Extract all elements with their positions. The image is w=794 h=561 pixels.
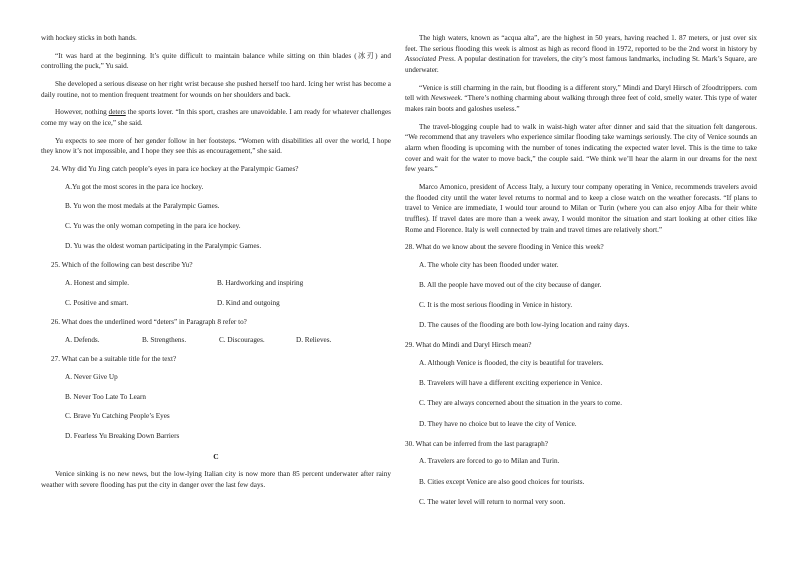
question-27-option-d: D. Fearless Yu Breaking Down Barriers — [65, 432, 180, 441]
question-28-option-b: B. All the people have moved out of the city because of danger. — [419, 280, 602, 289]
question-30-option-a: A. Travelers are forced to go to Milan and Turin. — [419, 457, 560, 466]
right-column — [405, 33, 757, 517]
question-26-option-a: A. Defends. — [65, 335, 100, 344]
text-run: the sports lover. “In this sport, crashes are unavoidable. I am ready for whatever challenges come my way on the ice,” she said. — [41, 108, 391, 127]
question-24-stem: 24. Why did Yu Jing catch people’s eyes in para ice hockey at the Paralympic Games? — [51, 164, 299, 173]
paragraph-continuation: with hockey sticks in both hands. — [41, 34, 137, 42]
question-29-stem: 29. What do Mindi and Daryl Hirsch mean? — [405, 341, 532, 350]
paragraph-travel-blogging: The travel-blogging couple had to walk in waist-high water after dinner and said that the situation felt dangerous. “We recommend that any travelers who experience similar flooding take warnings seriously. The city of Venice sounds an alarm when flooding is upcoming with the number of tones indicating the expected water level. This is the time to take cover and wait for the water to move back,” the couple said. “We think we’ll hear the alarm in our dreams for the next few years.” — [405, 122, 757, 174]
question-29-option-b: B. Travelers will have a different exciting experience in Venice. — [419, 379, 603, 388]
question-27-stem: 27. What can be a suitable title for the text? — [51, 355, 177, 364]
text-run: “Venice is still charming in the rain, but flooding is a different story,” Mindi and Daryl Hirsch of 2foodtrippers. com tell with — [405, 83, 757, 103]
question-25-options-row-2 — [41, 298, 391, 309]
question-26-option-c: C. Discourages. — [219, 335, 265, 344]
question-26-options-row — [41, 335, 391, 346]
question-26-option-b: B. Strengthens. — [142, 335, 187, 344]
paragraph-high-waters — [405, 33, 757, 76]
question-30-option-c: C. The water level will return to normal very soon. — [419, 497, 566, 506]
text-run: The high waters, known as “acqua alta”, are the highest in 50 years, having reached 1. 87 meters, or just over six feet. The serious flooding this week is almost as high as record flood in 1972, reported to be the 2nd worst in history by — [405, 34, 757, 53]
section-heading-c: C — [213, 451, 219, 461]
question-27-option-c: C. Brave Yu Catching People’s Eyes — [65, 412, 170, 421]
question-28-stem: 28. What do we know about the severe flooding in Venice this week? — [405, 243, 604, 252]
question-25-stem: 25. Which of the following can best describe Yu? — [51, 261, 193, 270]
source-name: Associated Press — [405, 55, 454, 64]
question-29-option-a: A. Although Venice is flooded, the city is beautiful for travelers. — [419, 359, 604, 368]
question-26-option-d: D. Relieves. — [296, 335, 332, 344]
text-run: . “There’s nothing charming about walking through three feet of cold, smelly water. This type of water makes rain boots and galoshes useless.” — [405, 94, 757, 113]
question-30-stem: 30. What can be inferred from the last paragraph? — [405, 439, 548, 448]
question-27-option-b: B. Never Too Late To Learn — [65, 392, 146, 401]
question-24-option-a: A.Yu got the most scores in the para ice hockey. — [65, 182, 204, 191]
question-27-option-a: A. Never Give Up — [65, 373, 118, 382]
paragraph-marco-amonico: Marco Amonico, president of Access Italy, a luxury tour company operating in Venice, recommends travelers avoid the flooded city until the water level returns to normal and to keep a close watch on the weather forecasts. “If plans to travel to Venice are immediate, I would tour around to Milan or Turin (where you can also enjoy Alba for their white truffles). If travel dates are more than a week away, I would monitor the situation and start looking at other cities like Rome and Florence. Italy is well connected by train and travel times are relatively short.” — [405, 182, 757, 234]
left-column — [41, 33, 391, 497]
question-26-stem: 26. What does the underlined word “deters” in Paragraph 8 refer to? — [51, 318, 247, 327]
question-25-options-row-1 — [41, 278, 391, 289]
question-28-option-d: D. The causes of the flooding are both low-lying location and rainy days. — [419, 321, 630, 330]
question-25-option-d: D. Kind and outgoing — [217, 298, 280, 307]
question-24-option-b: B. Yu won the most medals at the Paralympic Games. — [65, 202, 220, 211]
source-name: Newsweek — [430, 94, 461, 103]
question-28-option-a: A. The whole city has been flooded under water. — [419, 260, 559, 269]
question-24-option-c: C. Yu was the only woman competing in the para ice hockey. — [65, 221, 241, 230]
underlined-word-deters: deters — [108, 108, 126, 117]
question-30-option-b: B. Cities except Venice are also good choices for tourists. — [419, 477, 585, 486]
paragraph-expects: Yu expects to see more of her gender follow in her footsteps. “Women with disabilities all over the world, I hope they know it’s not impossible, and I hope they see this as encouragement,” she said. — [41, 136, 391, 156]
text-run: . A popular destination for travelers, the city’s most famous landmarks, including St. Mark’s Square, are underwater. — [405, 55, 757, 74]
question-28-option-c: C. It is the most serious flooding in Venice in history. — [419, 301, 573, 310]
question-25-option-a: A. Honest and simple. — [65, 278, 130, 287]
paragraph-charming — [405, 83, 757, 115]
question-24-option-d: D. Yu was the oldest woman participating in the Paralympic Games. — [65, 241, 262, 250]
paragraph-venice-sinking: Venice sinking is no new news, but the low-lying Italian city is now more than 85 percent underwater after rainy weather with severe flooding has put the city in danger over the last few days. — [41, 469, 391, 489]
question-29-option-d: D. They have no choice but to leave the city of Venice. — [419, 419, 577, 428]
question-25-option-c: C. Positive and smart. — [65, 298, 129, 307]
paragraph-wrist-disease: She developed a serious disease on her right wrist because she pushed herself too hard. Icing her wrist has become a daily routine, not to mention frequent treatment for wounds on her shoulders and back. — [41, 79, 391, 99]
question-25-option-b: B. Hardworking and inspiring — [217, 278, 304, 287]
text-run: However, nothing — [55, 108, 109, 117]
question-29-option-c: C. They are always concerned about the situation in the years to come. — [419, 399, 623, 408]
paragraph-sports-lover — [41, 107, 391, 128]
paragraph-quote-blades: “It was hard at the beginning. It’s quite difficult to maintain balance while sitting on thin blades (冰刃) and controlling the puck,” Yu said. — [41, 51, 391, 71]
